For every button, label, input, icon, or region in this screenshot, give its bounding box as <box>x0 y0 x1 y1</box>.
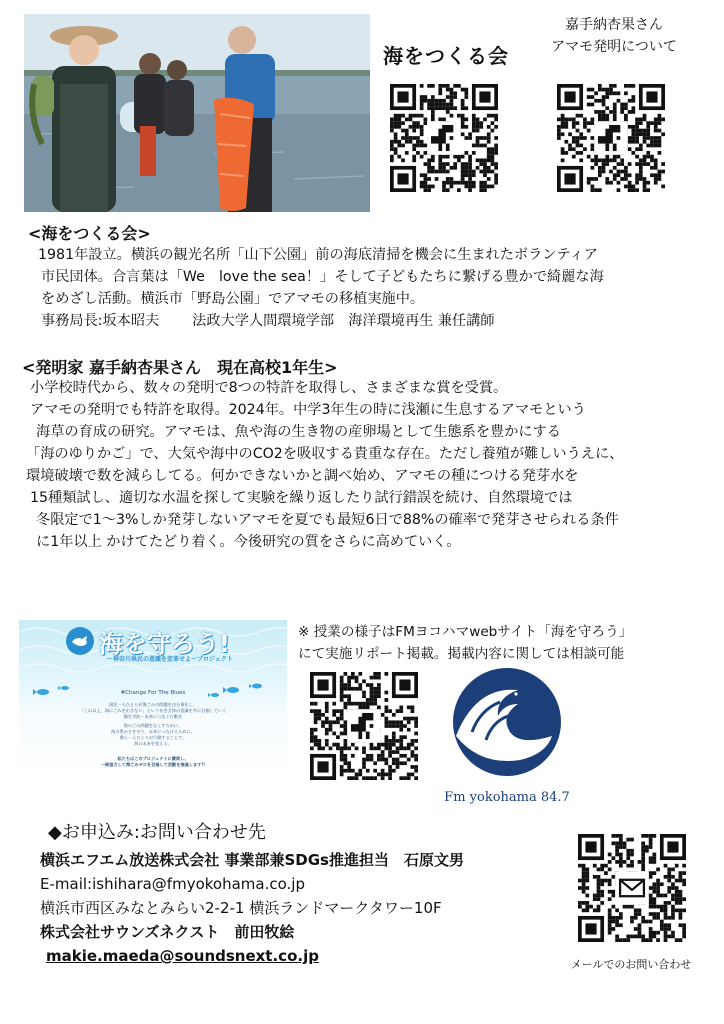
section1-title: <海をつくる会> <box>28 224 151 243</box>
banner-body-line: 衛生学的・未来につなぐ行動を <box>123 714 183 719</box>
banner-closing-line: 私たちはこのプロジェクトに賛同し、 <box>117 756 189 761</box>
volunteers-photo <box>24 14 370 212</box>
section1-body <box>38 244 604 332</box>
banner-body-line: 国民一人ひとりが海ごみの問題を自分事化し、 <box>109 702 197 707</box>
banner-title: 海を守ろう! <box>99 630 230 658</box>
banner-body-line: 海の未来を変える。 <box>134 741 172 746</box>
section2-line: 小学校時代から、数々の発明で8つの特許を取得し、さまざまな賞を受賞。 <box>30 380 508 396</box>
notice-line1: ※ 授業の様子はFMヨコハマwebサイト「海を守ろう」 <box>298 624 633 640</box>
contact-email1-link[interactable]: E-mail:ishihara@fmyokohama.co.jp <box>40 875 305 893</box>
banner-body-line: 「これ以上、海にごみを出さない」という社会全体の意識を共に目指していく <box>79 708 227 713</box>
banner-subtitle: 〜神奈川県民の意識を変革せよ〜プロジェクト <box>107 656 233 663</box>
beach-cleanup-illustration <box>24 14 370 212</box>
section1-line: 市民団体。合言葉は「We love the sea！」そして子どもたちに繋げる豊かで綺麗な海 <box>41 269 604 285</box>
section2-body <box>26 377 624 553</box>
contact-company2: 株式会社サウンズネクスト 前田牧絵 <box>40 923 295 941</box>
banner-body-line: 海のごみ問題をなくすために、 <box>123 723 183 728</box>
section1-line: 1981年設立。横浜の観光名所「山下公園」前の海底清掃を機会に生まれたボランティア <box>38 247 598 263</box>
section2-line: 15種類試し、適切な水温を探して実験を繰り返したり試行錯誤を続け、自然環境では <box>30 490 573 506</box>
notice-line2: にて実施リポート掲載。掲載内容に関しては相談可能 <box>298 646 625 662</box>
great-wave-logo-icon <box>442 666 572 778</box>
umi-wo-mamorou-banner <box>19 620 287 780</box>
qr-code-umiwotsukurukai[interactable] <box>390 84 498 192</box>
qr-code-amamo-invention[interactable] <box>557 84 665 192</box>
qr-caption <box>534 14 694 58</box>
banner-body-line: 僕ら一人ひとりが行動することで、 <box>119 735 187 740</box>
banner-body <box>19 702 287 747</box>
banner-tagline: #Change For The Blues <box>120 690 186 696</box>
qr-caption-line2: アマモ発明について <box>551 39 677 55</box>
contact-heading: ◆お申込み:お問い合わせ先 <box>48 822 266 843</box>
section2-title: <発明家 嘉手納杏果さん 現在高校1年生> <box>22 358 338 377</box>
banner-closing-line: 一致協力して海ごみゼロを目指して活動を推進します!! <box>100 762 206 767</box>
section2-line: 冬限定で1～3%しか発芽しないアマモを夏でも最短6日で88%の確率で発芽させられる条件 <box>36 512 619 528</box>
section2-line: 環境破壊で数を減らしてる。何かできないかと調べ始め、アマモの種につける発芽水を <box>26 468 579 484</box>
section1-line: 事務局長:坂本昭夫 法政大学人間環境学部 海洋環境再生 兼任講師 <box>41 313 495 329</box>
org-title: 海をつくる会 <box>383 44 509 68</box>
qr-code-fm-yokohama-report[interactable] <box>310 672 418 780</box>
section2-line: に1年以上 かけてたどり着く。今後研究の質をさらに高めていく。 <box>36 534 461 550</box>
banner-body-line: 海の豊かさを守り、未来につなげるために。 <box>111 729 195 734</box>
notice-text <box>298 621 632 665</box>
email-qr-caption: メールでのお問い合わせ <box>570 958 692 971</box>
fm-yokohama-logo <box>442 666 572 806</box>
fm-yokohama-logo-text: Fm yokohama 84.7 <box>444 790 570 805</box>
contact-block <box>40 848 464 968</box>
section2-line: 「海のゆりかご」で、大気や海中のCO2を吸収する貴重な存在。ただし養殖が難しいうえに、 <box>26 446 624 462</box>
contact-email2-link[interactable]: makie.maeda@soundsnext.co.jp <box>46 947 319 965</box>
contact-address: 横浜市西区みなとみらい2-2-1 横浜ランドマークタワー10F <box>40 899 442 917</box>
section2-line: 海草の育成の研究。アマモは、魚や海の生き物の産卵場として生態系を豊かにする <box>36 424 561 440</box>
banner-closing <box>19 756 287 768</box>
contact-company1: 横浜エフエム放送株式会社 事業部兼SDGs推進担当 石原文男 <box>40 851 464 869</box>
whale-circle-icon <box>65 626 95 656</box>
section1-line: をめざし活動。横浜市「野島公園」でアマモの移植実施中。 <box>41 291 425 307</box>
qr-code-email-contact[interactable] <box>578 834 686 942</box>
section2-line: アマモの発明でも特許を取得。2024年。中学3年生の時に浅瀬に生息するアマモという <box>30 402 586 418</box>
qr-caption-line1: 嘉手納杏果さん <box>565 17 663 33</box>
